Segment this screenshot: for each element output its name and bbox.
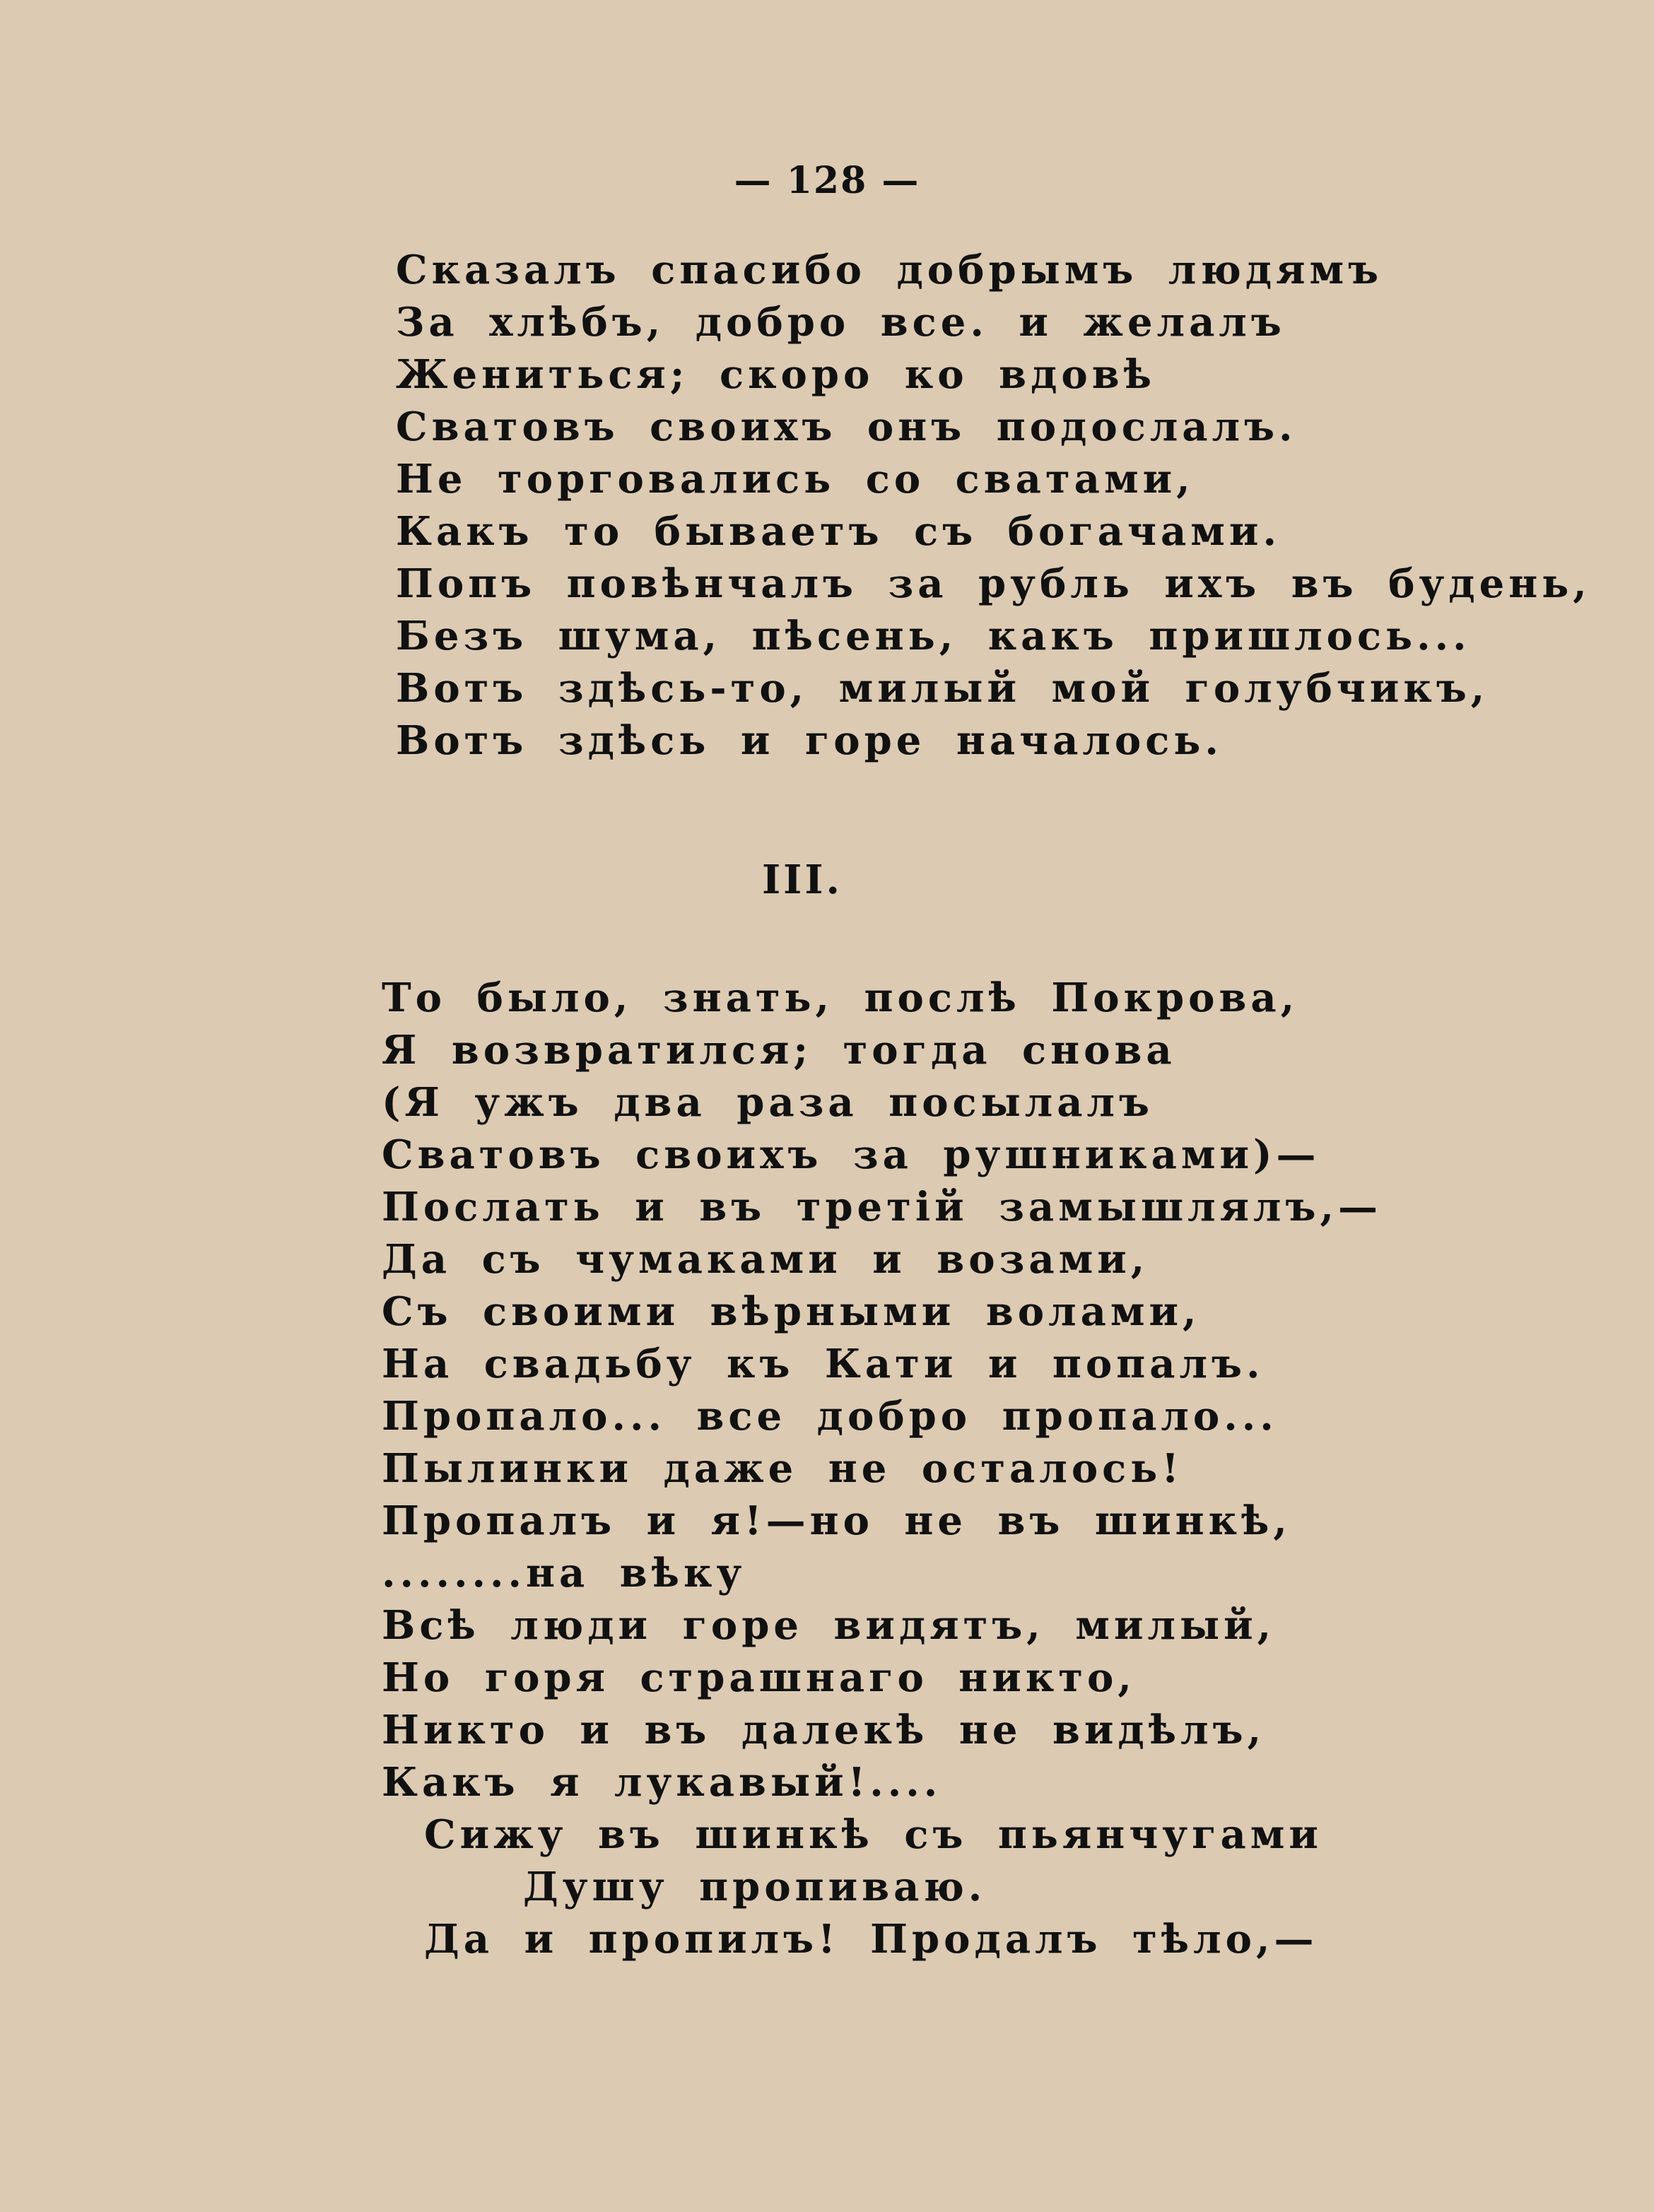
verse-line: Сказалъ спасибо добрымъ людямъ	[396, 247, 1383, 293]
verse-line: Сватовъ своихъ за рушниками)—	[382, 1131, 1320, 1178]
verse-line: Вотъ здѣсь-то, милый мой голубчикъ,	[396, 665, 1489, 712]
verse-line: Какъ то бываетъ съ богачами.	[396, 508, 1281, 555]
verse-line: Пропало... все добро пропало...	[382, 1393, 1278, 1440]
verse-line: Всѣ люди горе видятъ, милый,	[382, 1602, 1276, 1649]
verse-line: То было, знать, послѣ Покрова,	[382, 975, 1299, 1021]
verse-line: Какъ я лукавый!....	[382, 1759, 942, 1806]
verse-line-indented: Сижу въ шинкѣ съ пьянчугами	[424, 1811, 1322, 1858]
verse-line: За хлѣбъ, добро все. и желалъ	[396, 299, 1286, 346]
verse-line: Безъ шума, пѣсень, какъ пришлось...	[396, 613, 1471, 659]
verse-line: Жениться; скоро ко вдовѣ	[396, 351, 1156, 398]
verse-line: (Я ужъ два раза посылалъ	[382, 1079, 1154, 1126]
verse-line: Никто и въ далекѣ не видѣлъ,	[382, 1707, 1266, 1753]
verse-line: На свадьбу къ Кати и попалъ.	[382, 1341, 1265, 1387]
section-heading: III.	[761, 857, 843, 903]
verse-line: Но горя страшнаго никто,	[382, 1654, 1136, 1701]
verse-line-indented: Да и пропилъ! Продалъ тѣло,—	[424, 1916, 1318, 1963]
verse-line: Съ своими вѣрными волами,	[382, 1288, 1201, 1335]
verse-line: Вотъ здѣсь и горе началось.	[396, 717, 1223, 764]
verse-line: ........на вѣку	[382, 1550, 746, 1596]
verse-line-indented: Душу пропиваю.	[523, 1864, 987, 1910]
verse-line: Да съ чумаками и возами,	[382, 1236, 1149, 1283]
verse-line: Я возвратился; тогда снова	[382, 1027, 1176, 1073]
verse-line: Сватовъ своихъ онъ подослалъ.	[396, 404, 1297, 450]
stanza-2	[382, 972, 1382, 1965]
verse-line: Пропалъ и я!—но не въ шинкѣ,	[382, 1498, 1291, 1544]
verse-line: Пылинки даже не осталось!	[382, 1445, 1183, 1492]
stanza-1	[396, 244, 1591, 767]
verse-line: Не торговались со сватами,	[396, 456, 1195, 502]
verse-line: Попъ повѣнчалъ за рубль ихъ въ будень,	[396, 560, 1591, 607]
verse-line: Послать и въ третій замышлялъ,—	[382, 1184, 1382, 1230]
page-number: — 128 —	[734, 159, 920, 202]
